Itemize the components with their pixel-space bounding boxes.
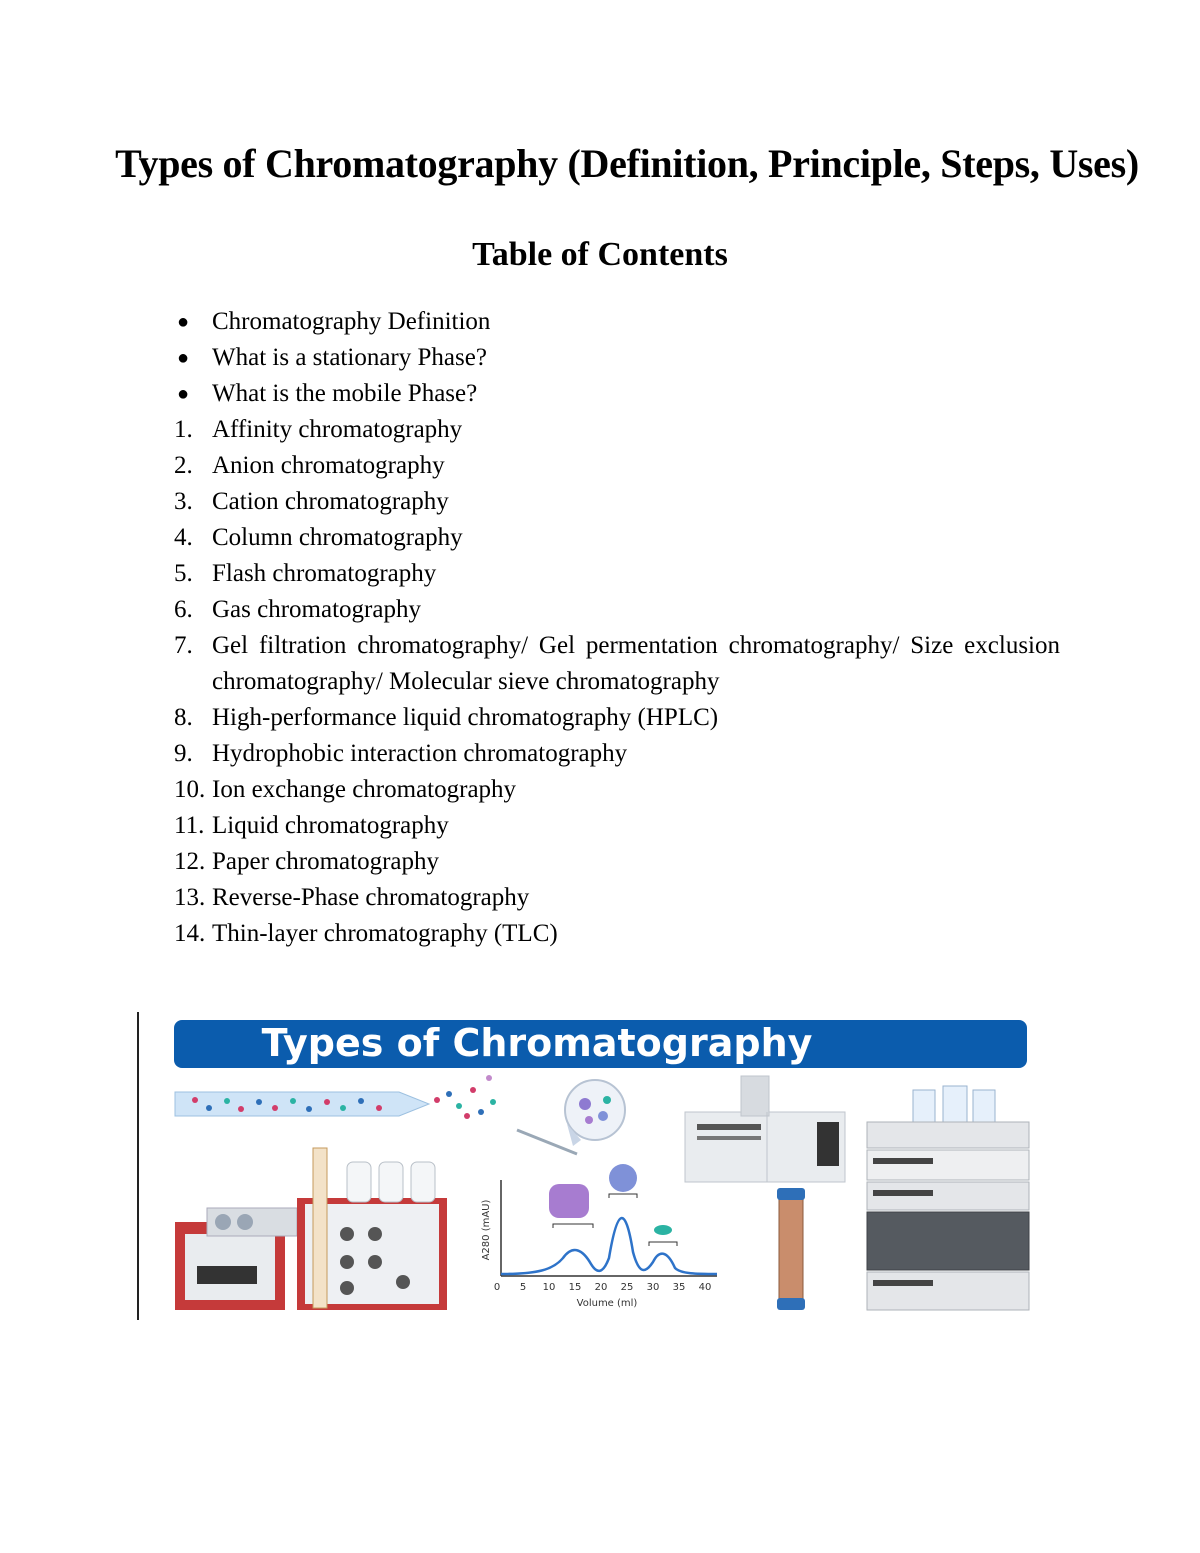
- toc-heading: Table of Contents: [472, 236, 728, 273]
- item-number: 4.: [174, 524, 193, 551]
- item-number: 13.: [174, 884, 206, 911]
- toc-item[interactable]: 1. Affinity chromatography: [174, 412, 1060, 448]
- small-protein-icon: [654, 1225, 672, 1235]
- toc-item[interactable]: 4. Column chromatography: [174, 520, 1060, 556]
- bullet-icon: ●: [177, 347, 190, 369]
- toc-item[interactable]: ● What is the mobile Phase?: [174, 376, 1060, 412]
- item-number: 14.: [174, 920, 206, 947]
- table-of-contents: [174, 304, 1060, 952]
- graph-tick: 0: [493, 1282, 501, 1293]
- graph-xlabel: Volume (ml): [576, 1298, 638, 1309]
- toc-item[interactable]: 3. Cation chromatography: [174, 484, 1060, 520]
- toc-item[interactable]: 11. Liquid chromatography: [174, 808, 1060, 844]
- fplc-instrument-icon: [175, 1148, 447, 1310]
- item-number: 8.: [174, 704, 193, 731]
- item-number: 7.: [174, 632, 193, 659]
- toc-item[interactable]: 9. Hydrophobic interaction chromatography: [174, 736, 1060, 772]
- figure-banner-title: Types of Chromatography: [261, 1021, 813, 1065]
- item-number: 1.: [174, 416, 193, 443]
- item-number: 3.: [174, 488, 193, 515]
- graph-curve: [501, 1218, 717, 1274]
- graph-tick: 10: [542, 1282, 556, 1293]
- toc-item[interactable]: 10. Ion exchange chromatography: [174, 772, 1060, 808]
- hplc-system-icon: [867, 1086, 1029, 1310]
- graph-tick: 15: [568, 1282, 582, 1293]
- bullet-icon: ●: [177, 311, 190, 333]
- graph-tick: 40: [698, 1282, 712, 1293]
- medium-protein-icon: [609, 1164, 637, 1192]
- graph-tick: 20: [594, 1282, 608, 1293]
- bullet-icon: ●: [177, 383, 190, 405]
- item-number: 12.: [174, 848, 206, 875]
- chromatography-figure: [137, 1012, 1037, 1322]
- item-number: 6.: [174, 596, 193, 623]
- document-title: Types of Chromatography (Definition, Principle, Steps, Uses): [115, 141, 1139, 186]
- toc-item[interactable]: 13. Reverse-Phase chromatography: [174, 880, 1060, 916]
- elution-profile-graph: [481, 1164, 717, 1309]
- graph-tick: 30: [646, 1282, 660, 1293]
- graph-tick: 25: [620, 1282, 634, 1293]
- gas-chromatograph-icon: [685, 1076, 845, 1182]
- graph-tick: 35: [672, 1282, 686, 1293]
- toc-item[interactable]: ● Chromatography Definition: [174, 304, 1060, 340]
- chromatography-column-icon: [777, 1188, 805, 1310]
- syringe-magnifier-icon: [517, 1080, 625, 1154]
- graph-ylabel: A280 (mAU): [481, 1199, 492, 1261]
- toc-item[interactable]: 5. Flash chromatography: [174, 556, 1060, 592]
- toc-item[interactable]: 14. Thin-layer chromatography (TLC): [174, 916, 1060, 952]
- toc-item[interactable]: 12. Paper chromatography: [174, 844, 1060, 880]
- item-number: 2.: [174, 452, 193, 479]
- item-number: 11.: [174, 812, 205, 839]
- toc-item[interactable]: 6. Gas chromatography: [174, 592, 1060, 628]
- graph-tick: 5: [519, 1282, 527, 1293]
- item-number: 10.: [174, 776, 206, 803]
- large-protein-icon: [549, 1184, 589, 1218]
- toc-item[interactable]: 7. Gel filtration chromatography/ Gel permentation chromatography/ Size exclusion chromatography/ Molecular sieve chromatography: [174, 628, 1060, 700]
- toc-item[interactable]: ● What is a stationary Phase?: [174, 340, 1060, 376]
- item-number: 5.: [174, 560, 193, 587]
- flow-tube-icon: [175, 1075, 496, 1119]
- toc-item[interactable]: 2. Anion chromatography: [174, 448, 1060, 484]
- item-number: 9.: [174, 740, 193, 767]
- toc-item[interactable]: 8. High-performance liquid chromatography (HPLC): [174, 700, 1060, 736]
